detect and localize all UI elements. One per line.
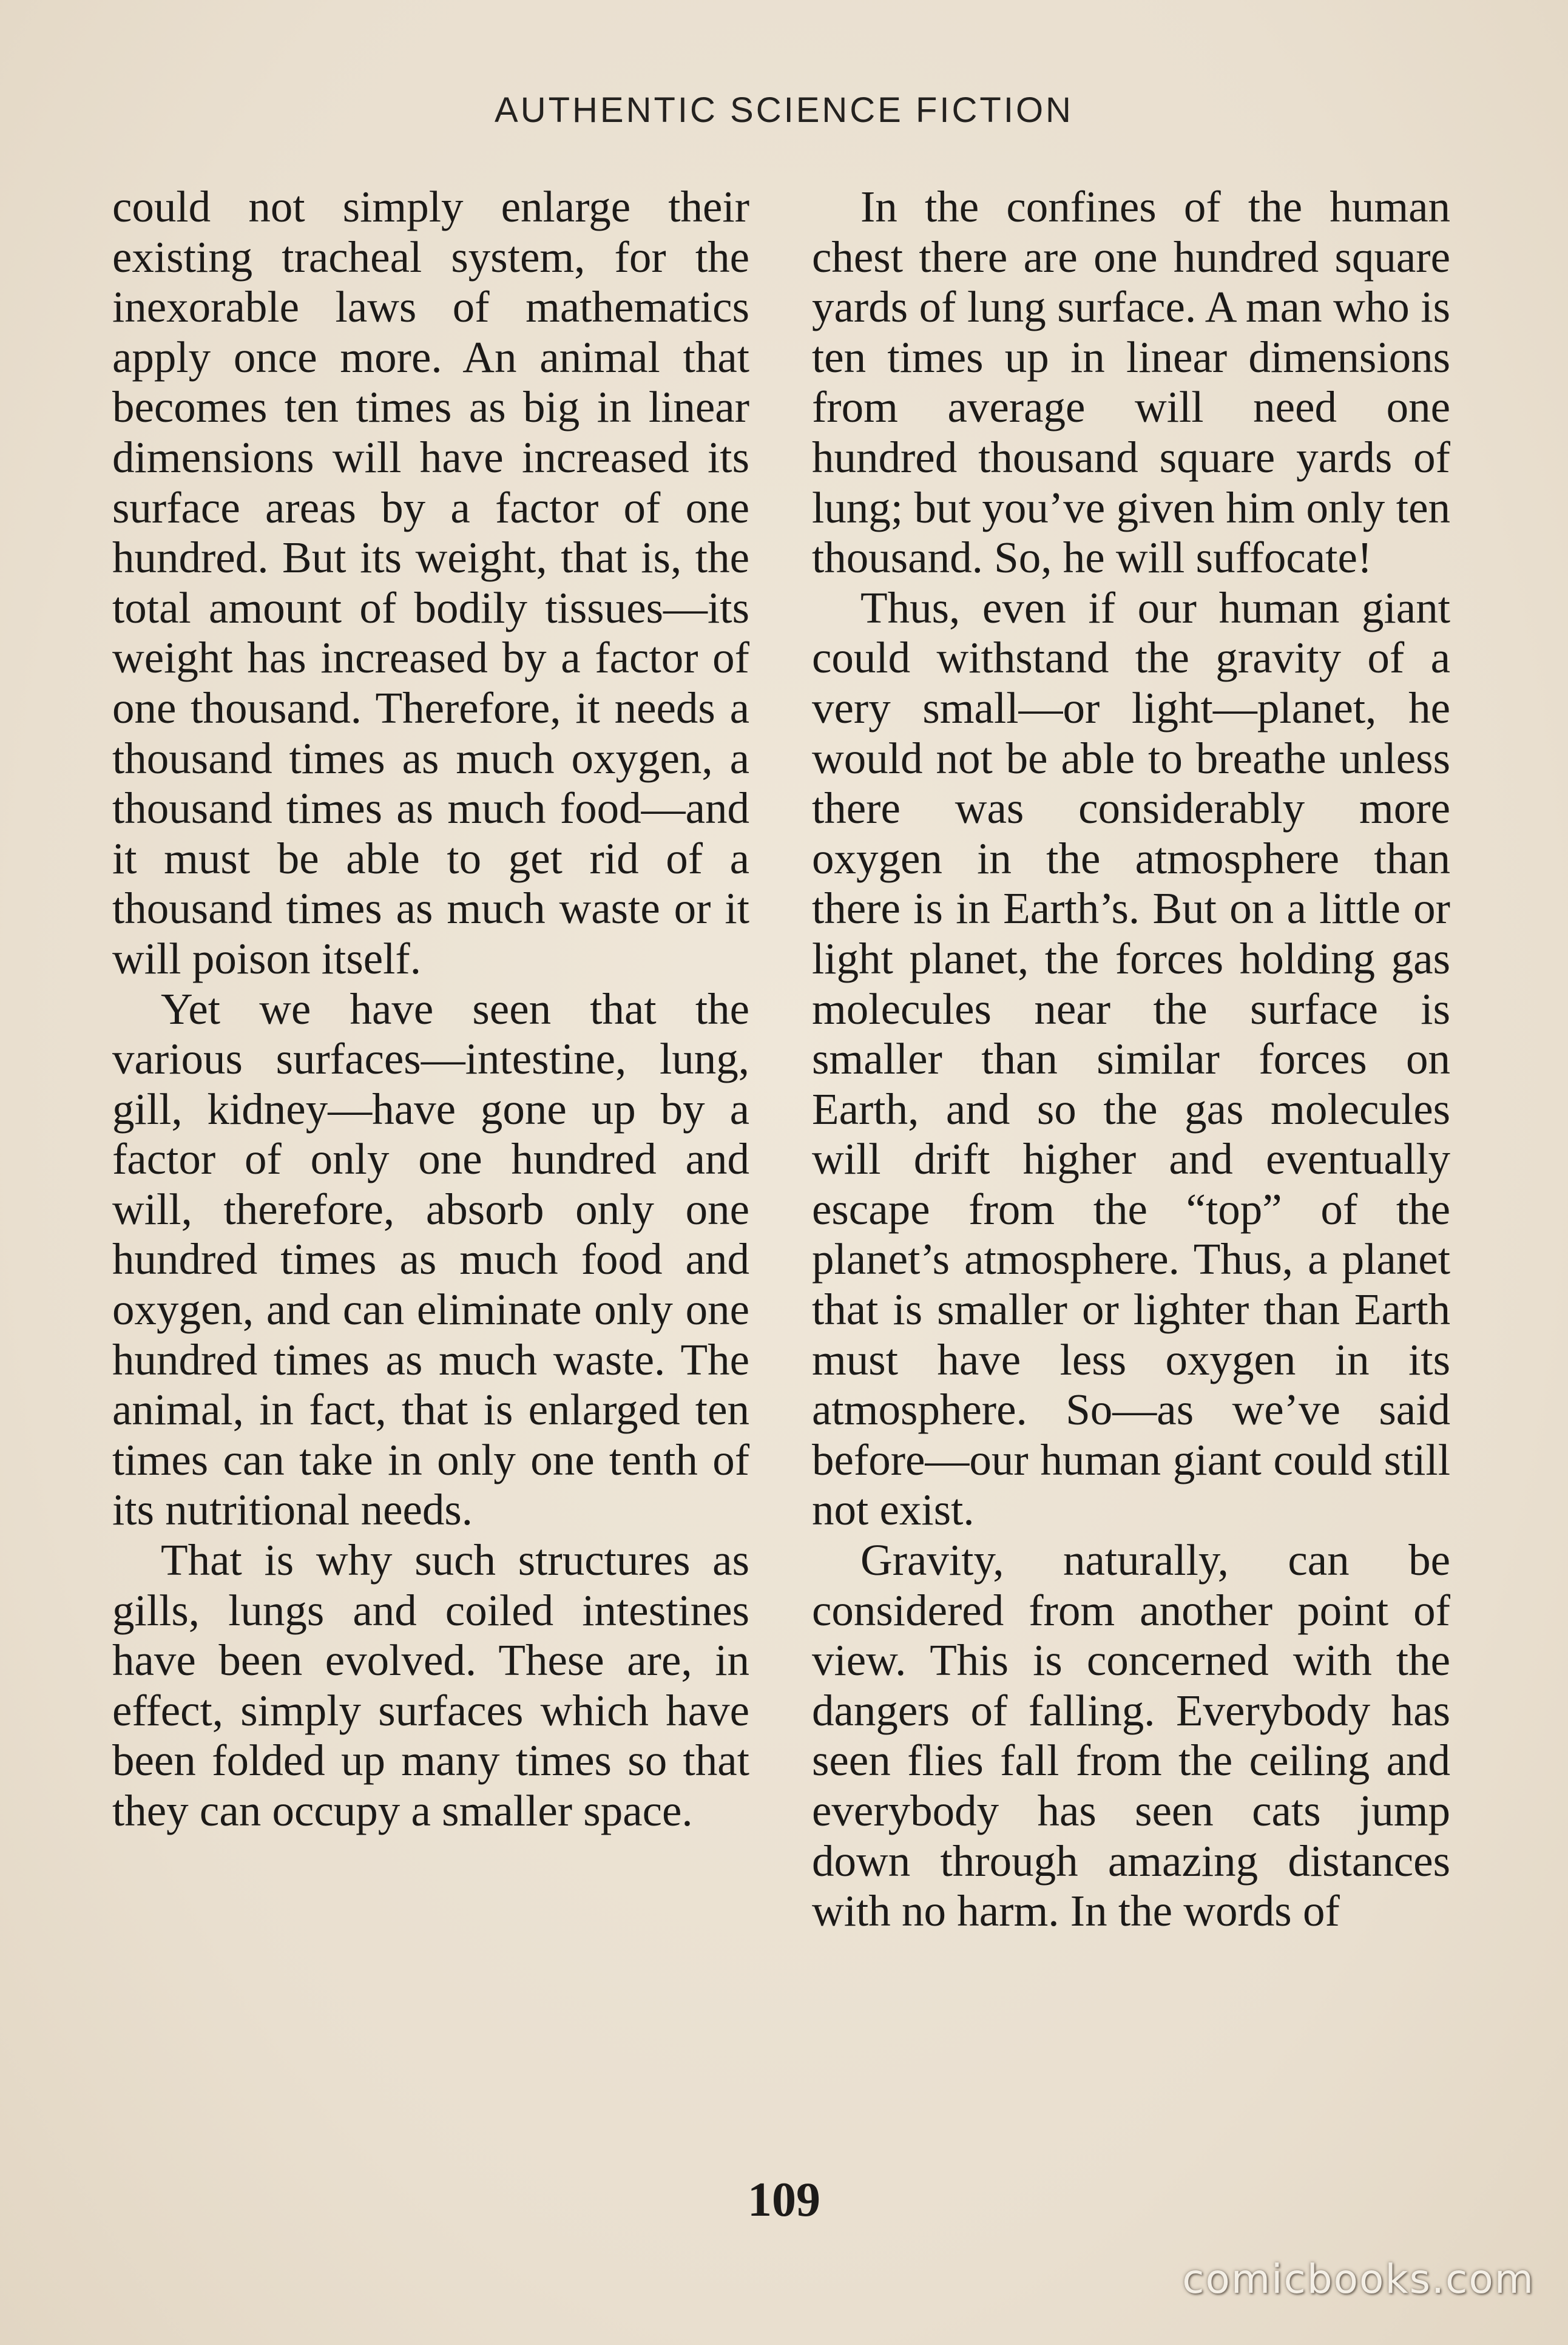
paragraph: could not simply enlarge their existing tracheal system, for the inexorable laws of mathematics apply once more. An animal that becomes ten times as big in linear dimensions will have increased its surface areas by a factor of one hundred. But its weight, that is, the total amount of bodily tissues—its weight has increased by a factor of one thousand. Therefore, it needs a thousand times as much oxygen, a thousand times as much food—and it must be able to get rid of a thousand times as much waste or it will poison itself.	[112, 182, 749, 983]
paragraph: In the confines of the human chest there are one hundred square yards of lung surface. A man who is ten times up in linear dimensions from average will need one hundred thousand square yards of lung; but you’ve given him only ten thousand. So, he will suffocate!	[812, 182, 1450, 583]
right-column	[812, 182, 1450, 1937]
paragraph: Gravity, naturally, can be considered from another point of view. This is concerned with the dangers of falling. Everybody has seen flies fall from the ceiling and everybody has seen cats jump down through amazing distances with no harm. In the words of	[812, 1535, 1450, 1936]
paragraph: Thus, even if our human giant could withstand the gravity of a very small—or light—planet, he would not be able to breathe unless there was considerably more oxygen in the atmosphere than there is in Earth’s. But on a little or light planet, the forces holding gas molecules near the surface is smaller than similar forces on Earth, and so the gas molecules will drift higher and eventually escape from the “top” of the planet’s atmosphere. Thus, a planet that is smaller or lighter than Earth must have less oxygen in its atmosphere. So—as we’ve said before—our human giant could still not exist.	[812, 583, 1450, 1535]
running-head: AUTHENTIC SCIENCE FICTION	[495, 90, 1073, 130]
watermark: comicbooks.com	[1182, 2256, 1535, 2303]
paragraph: Yet we have seen that the various surfaces—intestine, lung, gill, kidney—have gone up by a factor of only one hundred and will, therefore, absorb only one hundred times as much food and oxygen, and can eliminate only one hundred times as much waste. The animal, in fact, that is enlarged ten times can take in only one tenth of its nutritional needs.	[112, 984, 749, 1535]
paragraph: That is why such structures as gills, lungs and coiled intestines have been evolved. These are, in effect, simply surfaces which have been folded up many times so that they can occupy a smaller space.	[112, 1535, 749, 1835]
page-number: 109	[748, 2173, 820, 2227]
left-column	[112, 182, 749, 1836]
